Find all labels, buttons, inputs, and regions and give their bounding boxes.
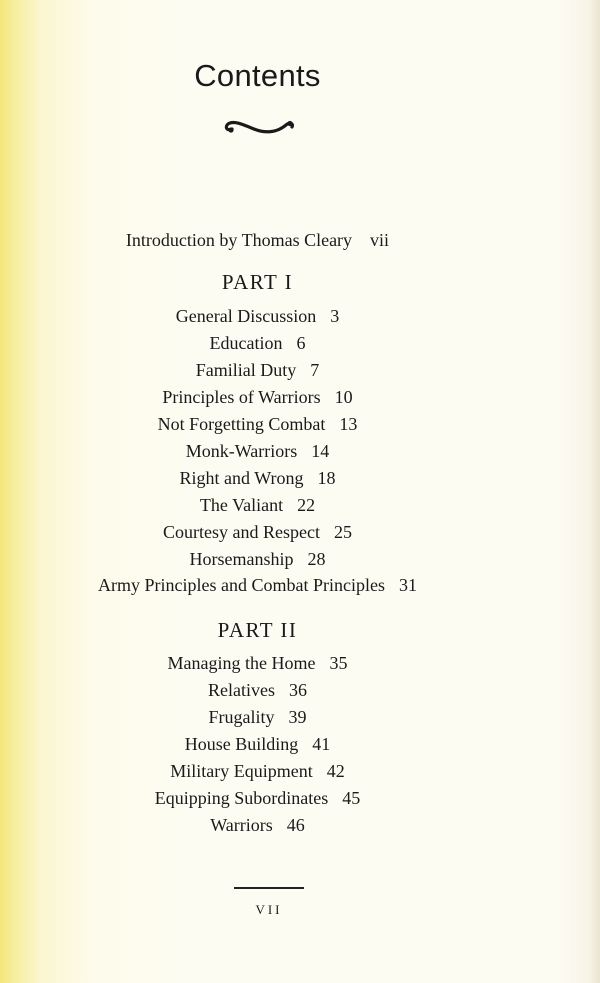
page-number: VII — [255, 902, 283, 917]
toc-entry-label: Army Principles and Combat Principles — [98, 575, 385, 595]
toc-entry-label: Introduction by Thomas Cleary — [125, 230, 353, 250]
toc-entry-page: 7 — [310, 360, 320, 380]
toc-entry-page: 35 — [329, 653, 348, 673]
toc-entry[interactable] — [0, 413, 515, 435]
part-heading-2: PART II — [217, 618, 298, 642]
toc-entry[interactable] — [0, 733, 515, 755]
toc-entry-label: Warriors — [210, 815, 273, 835]
toc-entry-label: Managing the Home — [167, 653, 316, 673]
toc-entry-label: The Valiant — [199, 495, 284, 515]
toc-entry-page: 45 — [342, 788, 361, 808]
toc-entry-label: Education — [209, 333, 283, 353]
toc-entry-label: Horsemanship — [189, 549, 294, 569]
toc-entry-page: vii — [370, 230, 390, 250]
page-title: Contents — [194, 58, 321, 93]
toc-entry[interactable] — [0, 679, 515, 701]
toc-entry-label: Not Forgetting Combat — [157, 414, 326, 434]
toc-entry-label: Monk-Warriors — [185, 441, 298, 461]
toc-entry-page: 3 — [330, 306, 340, 326]
toc-entry-page: 42 — [326, 761, 345, 781]
toc-entry-label: Relatives — [208, 680, 275, 700]
toc-entry-page: 18 — [317, 468, 336, 488]
toc-entry-page: 46 — [286, 815, 305, 835]
toc-entry-label: Principles of Warriors — [162, 387, 321, 407]
toc-entry-page: 41 — [312, 734, 331, 754]
toc-entry[interactable] — [0, 652, 515, 674]
toc-entry[interactable] — [0, 305, 515, 327]
toc-entry-label: Military Equipment — [170, 761, 313, 781]
toc-entry[interactable] — [0, 440, 515, 462]
toc-entry[interactable] — [0, 494, 515, 516]
toc-entry[interactable] — [0, 548, 515, 570]
toc-entry-label: Courtesy and Respect — [163, 522, 320, 542]
toc-entry[interactable] — [0, 386, 515, 408]
toc-entry[interactable] — [0, 332, 515, 354]
toc-entry-page: 36 — [288, 680, 307, 700]
part-heading-1: PART I — [221, 270, 294, 294]
toc-entry-label: House Building — [184, 734, 299, 754]
toc-entry[interactable] — [0, 521, 515, 543]
toc-entry[interactable] — [0, 359, 515, 381]
toc-entry-page: 6 — [296, 333, 306, 353]
toc-entry-label: Frugality — [208, 707, 275, 727]
toc-entry[interactable] — [0, 574, 515, 596]
toc-entry-label: Familial Duty — [195, 360, 297, 380]
toc-entry[interactable] — [0, 760, 515, 782]
footer-rule — [234, 887, 304, 889]
toc-entry-page: 31 — [398, 575, 417, 595]
toc-entry-page: 14 — [311, 441, 330, 461]
toc-entry-page: 13 — [339, 414, 358, 434]
toc-entry[interactable] — [0, 814, 515, 836]
toc-entry-label: General Discussion — [175, 306, 317, 326]
toc-entry-page: 28 — [307, 549, 326, 569]
toc-entry-page: 39 — [288, 707, 307, 727]
toc-entry[interactable] — [0, 787, 515, 809]
toc-entry-label: Right and Wrong — [179, 468, 304, 488]
toc-entry[interactable] — [0, 706, 515, 728]
toc-entry-label: Equipping Subordinates — [154, 788, 329, 808]
toc-entry-page: 22 — [297, 495, 316, 515]
toc-entry-introduction[interactable] — [0, 229, 515, 251]
toc-entry-page: 10 — [334, 387, 353, 407]
toc-entry[interactable] — [0, 467, 515, 489]
flourish-ornament — [222, 116, 298, 138]
toc-entry-page: 25 — [333, 522, 352, 542]
